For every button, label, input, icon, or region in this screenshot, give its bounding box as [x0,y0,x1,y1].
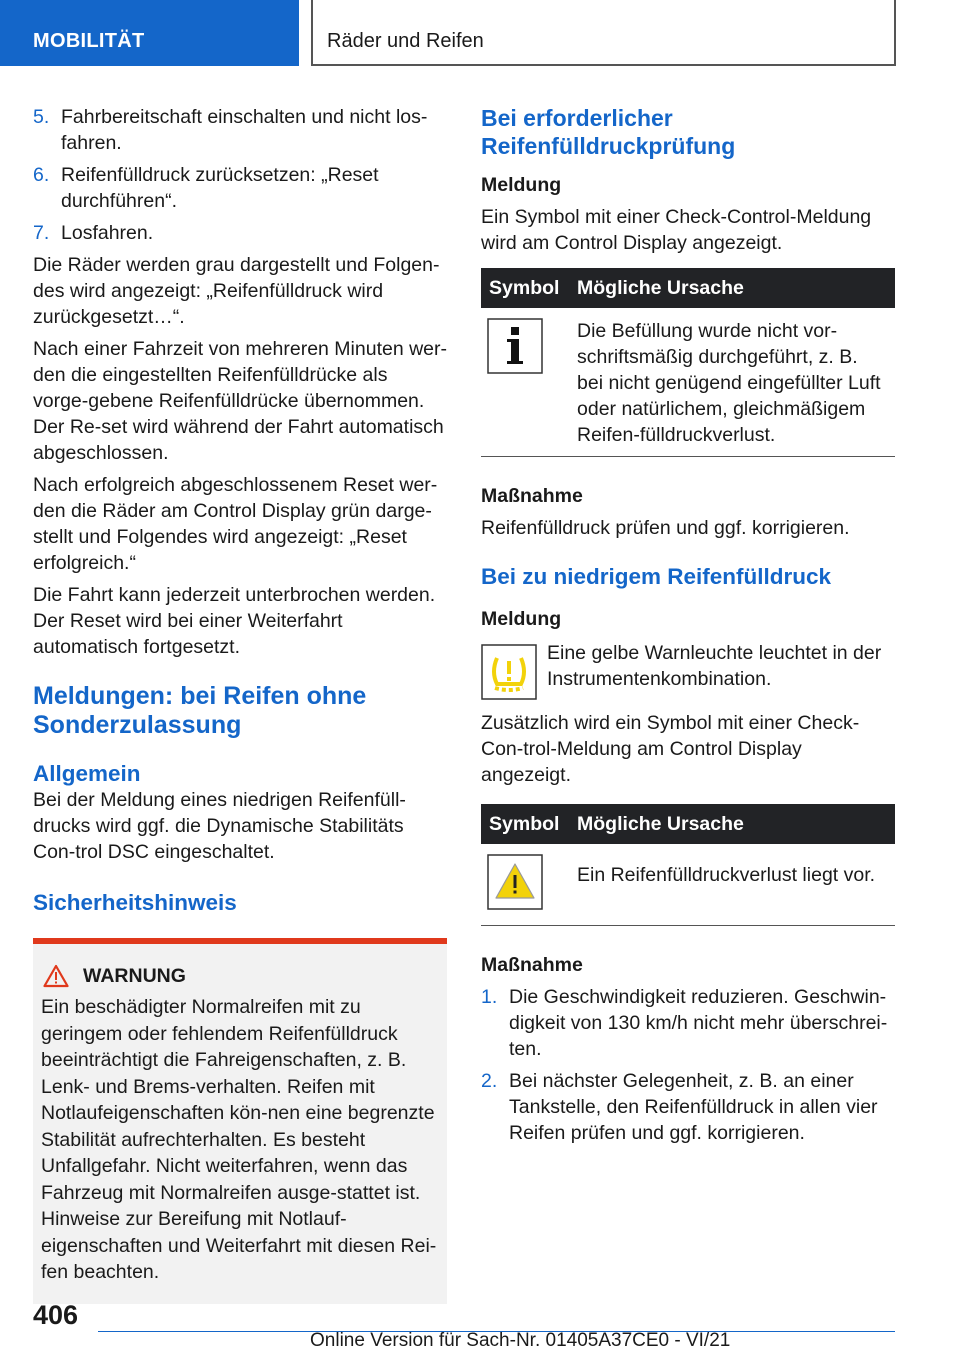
symbol-table [481,268,895,457]
paragraph: Die Räder werden grau dargestellt und Folgen-des wird angezeigt: „Reifenfülldruck wird zurückgesetzt…“. [33,254,440,328]
paragraph: Nach erfolgreich abgeschlossenem Reset wer-den die Räder am Control Display grün darge-stellt und Folgendes wird angezeigt: „Reset erfolgreich.“ [33,474,438,574]
action-list [481,984,895,1146]
warning-box [33,938,447,1304]
subsection-heading: Bei erforderlicher Reifenfülldruckprüfung [481,105,736,159]
left-column [33,104,447,1304]
step-number: 1. [481,986,498,1008]
warning-text: Ein beschädigter Normalreifen mit zu geringem oder fehlendem Reifenfülldruck beeinträchtigt die Fahreigenschaften, z. B. Lenk- und Brems-verhalten. Reifen mit Notlaufeigenschaften kön-nen eine begrenzte Stabilität aufrechterhalten. Es besteht Unfallgefahr. Nicht weiterfahren, wenn das Fahrzeug mit Normalreifen ausge-stattet ist. Hinweise zur Bereifung mit Notlauf-eigenschaften und Weiterfahrt mit diesen Rei-fen beachten. [41,996,437,1283]
page-header [0,0,960,66]
warning-triangle-icon [43,964,69,988]
step-number: 6. [33,164,50,186]
warning-header [43,964,439,988]
table-header: Mögliche Ursache [569,268,895,308]
step-text: Die Geschwindigkeit reduzieren. Geschwin-digkeit von 130 km/h nicht mehr überschrei-ten. [509,986,888,1060]
table-cell: Die Befüllung wurde nicht vor-schriftsmäßig durchgeführt, z. B. bei nicht genügend eingefüllter Luft oder natürlichem, gleichmäßigem Reifen-fülldruckverlust. [569,308,895,457]
section-tab: MOBILITÄT [0,0,299,66]
symbol-table [481,804,895,926]
list-item [33,220,447,246]
step-text: Fahrbereitschaft einschalten und nicht los-fahren. [61,106,428,154]
step-number: 5. [33,106,50,128]
table-header: Mögliche Ursache [569,804,895,844]
table-row [481,844,895,926]
step-text: Losfahren. [61,222,154,244]
page-number: 406 [33,1300,79,1330]
chapter-title: Räder und Reifen [311,0,896,66]
step-text: Reifenfülldruck zurücksetzen: „Reset durchführen“. [61,164,379,212]
table-header: Symbol [481,804,569,844]
step-text: Bei nächster Gelegenheit, z. B. an einer Tankstelle, den Reifenfülldruck in allen vier Reifen prüfen und ggf. korrigieren. [509,1070,878,1144]
action-label: Maßnahme [481,485,583,507]
paragraph: Nach einer Fahrzeit von mehreren Minuten wer-den die eingestellten Reifenfülldrücke als vorge-gebene Reifenfülldrücke übernommen. Der Re-set wird während der Fahrt automatisch abgeschlossen. [33,338,448,464]
step-number: 2. [481,1070,498,1092]
paragraph: Ein Symbol mit einer Check-Control-Meldung wird am Control Display angezeigt. [481,206,872,254]
table-row [481,308,895,457]
step-number: 7. [33,222,50,244]
table-header-row [481,804,895,844]
warning-label: WARNUNG [83,964,186,987]
table-cell [481,844,569,926]
list-item [33,162,447,214]
paragraph: Reifenfülldruck prüfen und ggf. korrigieren. [481,517,850,539]
tire-pressure-warning-icon [481,644,537,700]
message-label: Meldung [481,174,562,196]
table-cell: Ein Reifenfülldruckverlust liegt vor. [569,844,895,926]
table-cell [481,308,569,457]
warning-triangle-icon [487,854,543,910]
table-header-row [481,268,895,308]
step-list [33,104,447,246]
action-label: Maßnahme [481,954,583,976]
subsection-heading: Bei zu niedrigem Reifenfülldruck [481,564,832,589]
footer-version-text: Online Version für Sach-Nr. 01405A37CE0 - VI/21 [310,1330,731,1351]
info-icon [487,318,543,374]
table-header: Symbol [481,268,569,308]
paragraph: Zusätzlich wird ein Symbol mit einer Check-Con-trol-Meldung am Control Display angezeigt. [481,712,860,786]
list-item [481,1068,895,1146]
warning-light-row [481,640,895,700]
paragraph: Bei der Meldung eines niedrigen Reifenfüll-drucks wird ggf. die Dynamische Stabilitäts Con-trol DSC eingeschaltet. [33,789,406,863]
warning-light-text: Eine gelbe Warnleuchte leuchtet in der Instrumentenkombination. [547,642,882,690]
subsection-heading: Allgemein [33,761,141,786]
subsection-heading: Sicherheitshinweis [33,890,237,915]
list-item [481,984,895,1062]
message-label: Meldung [481,608,562,630]
section-heading: Meldungen: bei Reifen ohne Sonderzulassung [33,682,367,739]
paragraph: Die Fahrt kann jederzeit unterbrochen werden. Der Reset wird bei einer Weiterfahrt automatisch fortgesetzt. [33,584,436,658]
list-item [33,104,447,156]
right-column [481,104,895,1152]
